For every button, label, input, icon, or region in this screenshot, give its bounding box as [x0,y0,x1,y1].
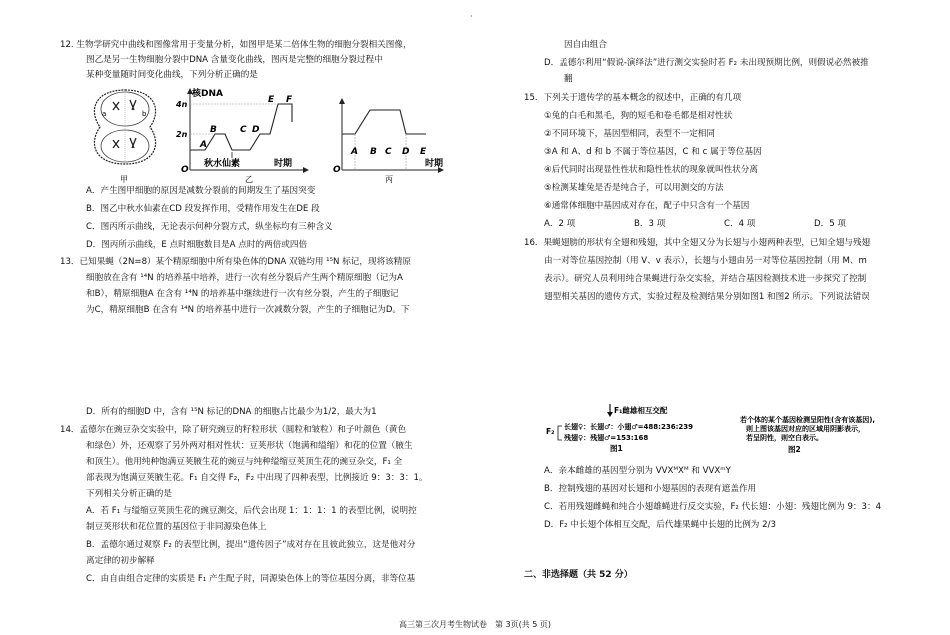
q12-option-c: C．图丙所示曲线，无论表示何种分裂方式，纵坐标均有三种含义 [86,222,333,232]
cell-label-a: a [102,110,107,118]
fig1-row-2: 残翅♀：残翅♂=153:168 [564,434,649,442]
q16-line-2: 由一对等位基因控制（用 V、v 表示），长翅与小翅由另一对等位基因控制（用 M、m [544,256,867,266]
q15-item-4: ④后代同时出现显性性状和隐性性状的现象就叫性状分离 [544,165,758,175]
q15-item-6: ⑥通常体细胞中基因成对存在，配子中只含有一个基因 [544,201,750,211]
point-b2: B [370,147,377,157]
figure-1-svg [544,402,734,452]
fig1-caption: 图1 [610,444,623,452]
point-e: E [268,95,275,105]
fig2-caption: 图2 [788,445,801,454]
figure-2-svg [740,414,910,454]
q14-line-5: 下列相关分析正确的是 [86,489,172,499]
caption-jia: 甲 [120,175,128,184]
q13-option-d: D．所有的细胞D 中，含有 ¹⁵N 标记的DNA 的细胞占比最少为1/2，最大为1 [86,407,377,417]
q14-option-c: C．由自由组合定律的实质是 F₁ 产生配子时，同源染色体上的等位基因分离，非等位基 [86,574,416,584]
fig2-line-1: 若个体的某个基因检测呈阳性(含有该基因), [740,416,876,424]
q14-option-d: D．孟德尔利用“假说-演绎法”进行测交实验时若 F₂ 未出现预期比例，则假说必然被推 [544,58,869,68]
time-label-yi: 时期 [274,159,293,169]
cell-label-b: b [142,110,147,118]
q14-option-d-cont: 翻 [564,74,573,84]
q15-item-5: ⑤检测某雄兔是否是纯合子，可以用测交的方法 [544,183,724,193]
point-f: F [286,95,293,105]
q15-item-1: ①兔的白毛和黑毛，狗的短毛和卷毛都是相对性状 [544,111,733,121]
time-label-bing: 时期 [425,159,444,169]
point-a: A [200,140,207,150]
fig2-line-2: 则上图该基因对应的区域用阴影表示， [746,425,865,433]
q16-figure-2 [740,414,910,454]
point-b: B [210,125,217,135]
fig2-line-3: 若呈阴性，则空白表示。 [746,434,823,442]
fig1-cross-label: F₁雌雄相互交配 [614,406,668,415]
q14-option-c-cont: 因自由组合 [564,40,607,50]
q15-option-c: C．4 项 [724,219,756,229]
q14-option-a: A．若 F₁ 与缢缩豆荚顶生花的豌豆测交，后代会出现 1：1：1：1 的表型比例，说明控 [86,506,417,516]
q12-line-1: 12. 生物学研究中曲线和图像常用于变量分析，如图甲是某二倍体生物的细胞分裂相关图像， [60,40,412,50]
q14-line-3: 和顶生）。他用纯种饱满豆荚腋生花的豌豆与纯种缢缩豆荚顶生花的豌豆杂交，F₁ 全 [86,457,403,467]
q13-line-4: 为C，精原细胞B 在含有 ¹⁴N 的培养基中进行一次减数分裂，产生的子细胞记为D。下 [86,305,410,315]
origin-o: O [181,165,189,175]
q15-item-2: ②不同环境下，基因型相同，表型不一定相同 [544,129,715,139]
caption-bing: 丙 [385,175,393,184]
q16-line-1: 16．果蝇翅膀的形状有全翅和残翅，其中全翅又分为长翅与小翅两种表型，已知全翅与残翅 [524,238,871,248]
q15-option-a: A．2 项 [544,219,576,229]
q12-line-2: 图乙是另一生物细胞分裂中DNA 含量变化曲线，图丙是完整的细胞分裂过程中 [86,55,383,65]
origin-o2: O [333,165,341,175]
q15-option-d: D．5 项 [814,219,847,229]
section-2-heading: 二、非选择题（共 52 分） [524,570,633,580]
q14-option-b: B．孟德尔通过观察 F₂ 的表型比例，提出“遗传因子”成对存在且彼此独立，这是他对分 [86,540,416,550]
q14-option-a-cont: 制豆荚形状和花位置的基因位于非同源染色体上 [86,522,267,532]
tick-2n: 2n [176,130,188,139]
point-a2: A [351,147,358,157]
point-d2: D [402,147,410,157]
q13-line-3: 和B），精原细胞A 在含有 ¹⁴N 的培养基中继续进行一次有丝分裂，产生的子细胞记 [86,289,399,299]
dna-graph-yi [175,87,309,175]
q14-option-b-cont: 离定律的初步解释 [86,556,155,566]
q12-option-b: B．图乙中秋水仙素在CD 段发挥作用，受精作用发生在DE 段 [86,204,320,214]
point-c: C [240,125,247,135]
q14-line-1: 14．孟德尔在豌豆杂交实验中，除了研究豌豆的籽粒形状（圆粒和皱粒）和子叶颜色（黄色 [60,425,407,435]
q16-line-3: 表示）。研究人员利用纯合果蝇进行杂交实验，并结合基因检测技术进一步探究了控制 [544,274,867,284]
q15-option-b: B．3 项 [634,219,666,229]
q13-line-1: 13．已知果蝇（2N=8）某个精原细胞中所有染色体的DNA 双链均用 ¹⁵N 标记，现将该精原 [60,257,411,267]
point-c2: C [385,147,392,157]
q12-figure-svg [80,82,460,184]
q12-option-a: A．产生图甲细胞的原因是减数分裂前的间期发生了基因突变 [86,186,316,196]
page-footer: 高三第三次月考生物试卷 第 3页(共 5 页) [398,620,552,629]
cell-diagram-jia [94,90,155,164]
q15-stem: 15．下列关于遗传学的基本概念的叙述中，正确的有几项 [524,93,742,103]
q16-line-4: 翅型相关基因的遗传方式，实验过程及检测结果分别如图1 和图2 所示。下列说法错误 [544,292,870,302]
curve-graph-bing [333,98,444,175]
fig1-row-1: 长翅♀：长翅♂：小翅♂=488:236:239 [564,423,693,431]
tick-4n: 4n [176,100,188,109]
q14-line-4: 部表现为饱满豆荚腋生花。F₁ 自交得 F₂，F₂ 中出现了四种表型，比例接近 9：3：3：1。 [86,473,428,483]
point-d: D [252,125,260,135]
q16-option-b: B．控制残翅的基因对长翅和小翅基因的表现有遮盖作用 [544,484,757,494]
q12-option-d: D．图丙所示曲线，E 点时细胞数目是A 点时的两倍或四倍 [86,240,308,250]
q16-option-a: A．亲本雌雄的基因型分别为 VVXᴹXᴹ 和 VVXᵐY [544,466,731,476]
q16-option-d: D．F₂ 中长翅个体相互交配，后代雄果蝇中长翅的比例为 2/3 [544,520,776,530]
drug-label: 秋水仙素 [204,159,241,169]
point-e2: E [420,147,427,157]
dna-axis-label: 核DNA [192,89,223,99]
q15-item-3: ③A 和 A、d 和 b 不属于等位基因，C 和 c 属于等位基因 [544,147,762,157]
q12-figure [80,82,460,184]
q16-figure-1 [544,402,734,452]
top-mark: · [470,12,473,21]
q14-line-2: 和绿色）外，还观察了另外两对相对性状：豆荚形状（饱满和缢缩）和花的位置（腋生 [86,441,413,451]
fig1-f2-label: F₂ [546,427,555,436]
caption-yi: 乙 [245,175,253,184]
q13-line-2: 细胞放在含有 ¹⁴N 的培养基中培养，进行一次有丝分裂后产生两个精原细胞（记为A [86,273,403,283]
q16-option-c: C．若用残翅雌蝇和纯合小翅雄蝇进行反交实验，F₂ 代长翅：小翅：残翅比例为 9：3：4 [544,502,882,512]
q12-line-3: 某种变量随时间变化曲线，下列分析正确的是 [86,70,258,80]
